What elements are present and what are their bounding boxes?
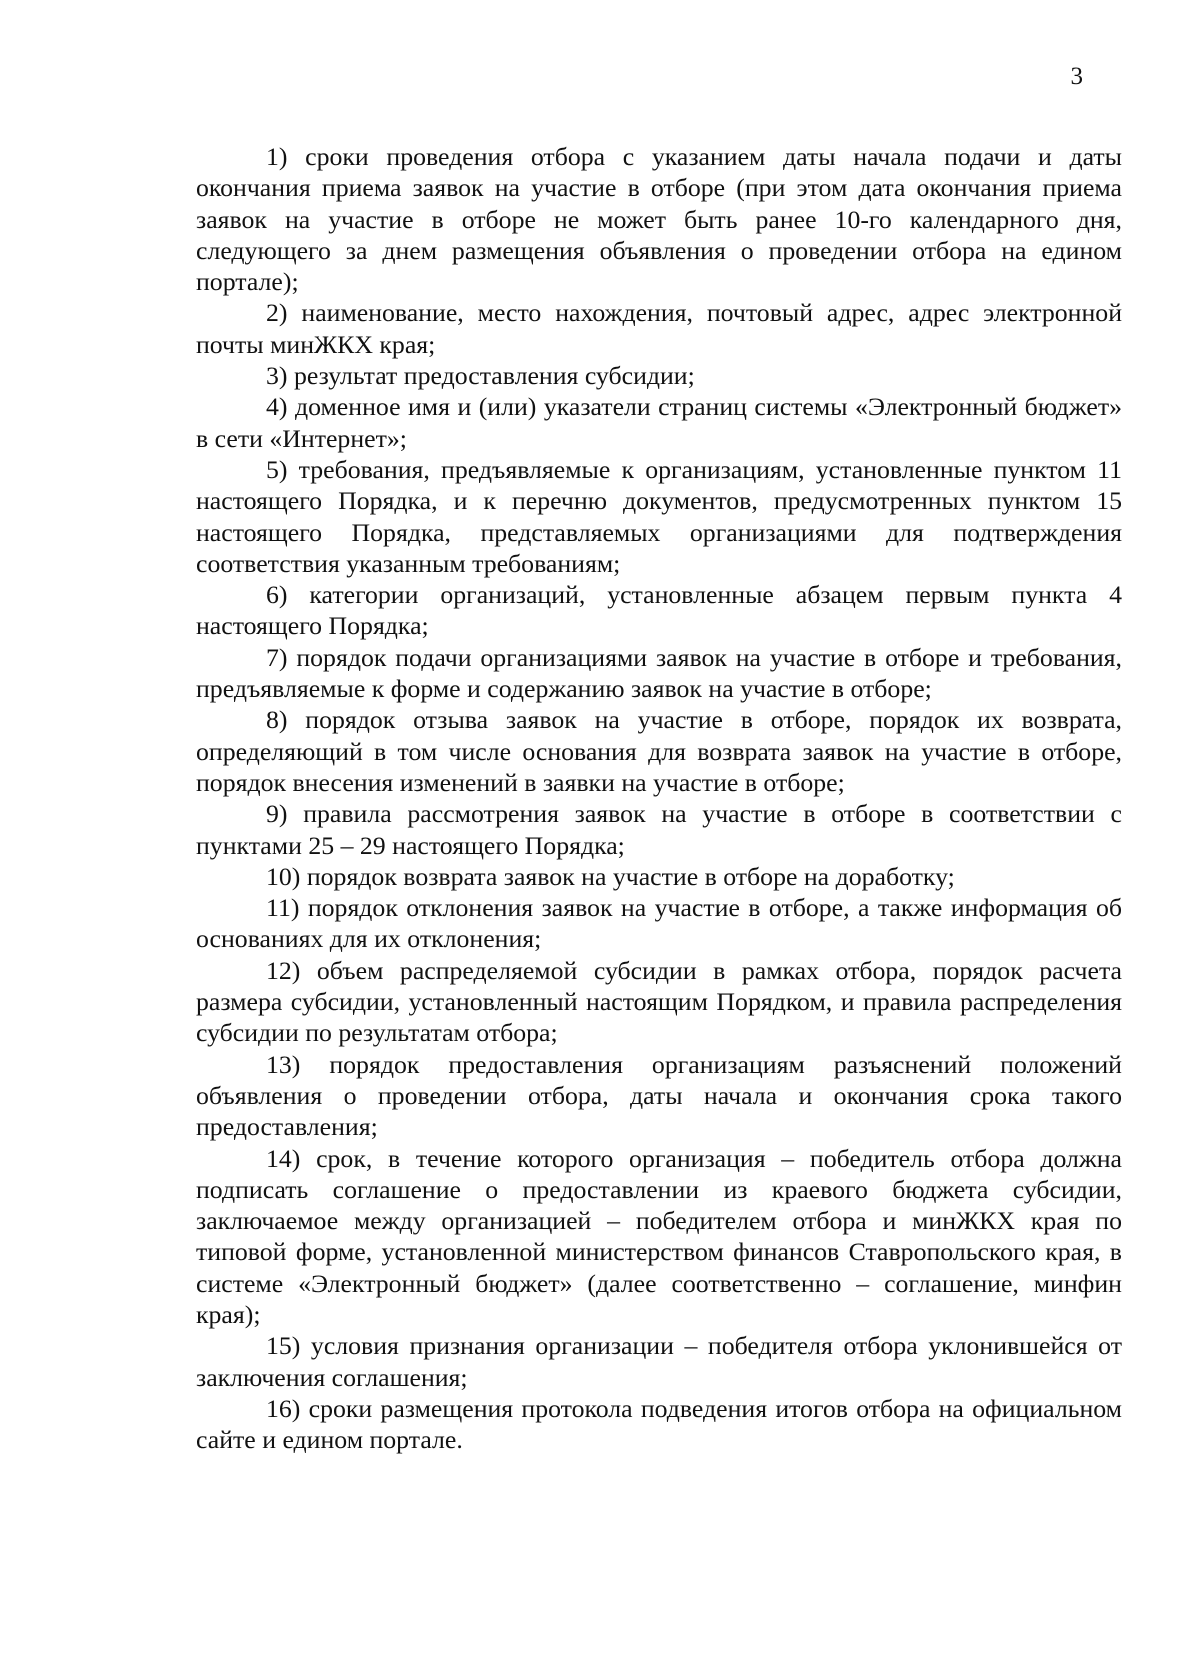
list-item-10: 10) порядок возврата заявок на участие в отборе на доработку; [266,861,955,891]
list-item-12: 12) объем распределяемой субсидии в рамках отбора, порядок расчета размера субсидии, установленный настоящим Порядком, и правила распределения субсидии по результатам отбора; [196,955,1122,1048]
list-item-16: 16) сроки размещения протокола подведения итогов отбора на официальном сайте и едином портале. [196,1393,1122,1455]
list-item-3: 3) результат предоставления субсидии; [266,361,695,391]
list-item-13: 13) порядок предоставления организациям разъяснений положений объявления о проведении отбора, даты начала и окончания срока такого предоставления; [196,1049,1122,1142]
list-item-4: 4) доменное имя и (или) указатели страниц системы «Электронный бюджет» в сети «Интернет»; [196,392,1122,453]
list-item-1: 1) сроки проведения отбора с указанием даты начала подачи и даты окончания приема заявок на участие в отборе (при этом дата окончания приема заявок на участие в отборе не может быть ранее 10-го календарного дня, следующего за днем размещения объявления о проведении отбора на едином портале); [196,142,1122,297]
list-item-15: 15) условия признания организации – победителя отбора уклонившейся от заключения соглашения; [196,1331,1122,1392]
list-item-11: 11) порядок отклонения заявок на участие в отборе, а также информация об основаниях для их отклонения; [196,893,1122,954]
list-item-8: 8) порядок отзыва заявок на участие в отборе, порядок их возврата, определяющий в том числе основания для возврата заявок на участие в отборе, порядок внесения изменений в заявки на участие в отборе; [196,705,1122,797]
list-item-6: 6) категории организаций, установленные абзацем первым пункта 4 настоящего Порядка; [196,580,1122,641]
list-item-14: 14) срок, в течение которого организация – победитель отбора должна подписать соглашение о предоставлении из краевого бюджета субсидии, заключаемое между организацией – победителем отбора и минЖКХ края по типовой форме, установленной министерством финансов Ставропольского края, в системе «Электронный бюджет» (далее соответственно – соглашение, минфин края); [196,1143,1122,1329]
page-number: 3 [1070,63,1083,90]
document-body [196,141,1122,1455]
list-item-2: 2) наименование, место нахождения, почтовый адрес, адрес электронной почты минЖКХ края; [196,298,1122,359]
list-item-9: 9) правила рассмотрения заявок на участие в отборе в соответствии с пунктами 25 – 29 настоящего Порядка; [196,799,1122,860]
list-item-5: 5) требования, предъявляемые к организациям, установленные пунктом 11 настоящего Порядка, и к перечню документов, предусмотренных пунктом 15 настоящего Порядка, представляемых организациями для подтверждения соответствия указанным требованиям; [196,454,1122,578]
list-item-7: 7) порядок подачи организациями заявок на участие в отборе и требования, предъявляемые к форме и содержанию заявок на участие в отборе; [196,642,1122,704]
